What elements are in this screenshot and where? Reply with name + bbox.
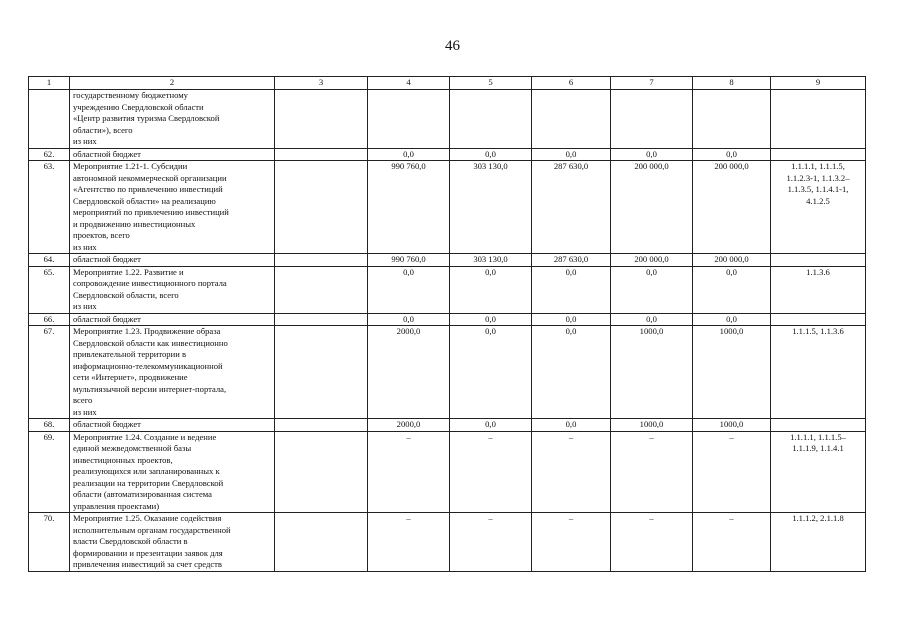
amount-year-3-cell: 200 000,0 [611,254,693,267]
row-number-cell: 68. [29,419,70,432]
column-number-header: 4 [368,77,450,90]
target-indicator-line: 1.1.1.5, 1.1.3.6 [792,326,844,336]
column-3-cell [275,326,368,419]
table-row [29,266,866,313]
amount-year-1-cell: 0,0 [450,326,532,419]
amount-year-4-cell: 0,0 [693,266,771,313]
amount-year-3-cell: 1000,0 [611,419,693,432]
column-number-header: 2 [70,77,275,90]
amount-year-3-cell: 0,0 [611,148,693,161]
amount-total-cell [368,90,450,149]
target-indicators-cell [771,254,866,267]
amount-year-2-cell: 0,0 [532,419,611,432]
description-cell [70,513,275,572]
amount-year-4-cell [693,90,771,149]
amount-year-2-cell: 287 630,0 [532,161,611,254]
description-line: области»), всего [73,124,133,135]
column-3-cell [275,313,368,326]
target-indicator-line: 1.1.3.5, 1.1.4.1-1, [787,184,849,194]
row-number-cell: 70. [29,513,70,572]
description-line: Свердловской области, всего [73,289,179,300]
description-cell [70,326,275,419]
amount-year-2-cell: – [532,513,611,572]
description-line: Мероприятие 1.22. Развитие и [73,266,184,277]
row-number-cell: 65. [29,266,70,313]
description-line: Мероприятие 1.21-1. Субсидии [73,161,188,171]
amount-year-3-cell: 1000,0 [611,326,693,419]
description-line: Мероприятие 1.23. Продвижение образа [73,326,221,336]
target-indicators-cell [771,431,866,513]
amount-year-1-cell: 0,0 [450,419,532,432]
column-number-header: 6 [532,77,611,90]
description-line: из них [73,241,97,252]
target-indicators-cell [771,419,866,432]
budget-table [28,76,866,572]
description-line: областной бюджет [73,419,141,429]
description-line: «Центр развития туризма Свердловской [73,113,220,123]
amount-year-4-cell: 1000,0 [693,419,771,432]
amount-year-1-cell: 0,0 [450,266,532,313]
table-row [29,161,866,254]
description-cell [70,161,275,254]
amount-year-4-cell: – [693,513,771,572]
amount-year-1-cell: – [450,431,532,513]
amount-year-4-cell: 0,0 [693,148,771,161]
description-line: из них [73,406,97,417]
amount-year-1-cell: 0,0 [450,313,532,326]
column-number-header: 3 [275,77,368,90]
description-line: учреждению Свердловской области [73,101,204,112]
row-number-cell: 66. [29,313,70,326]
description-cell [70,148,275,161]
amount-year-2-cell: 0,0 [532,326,611,419]
target-indicators-cell [771,326,866,419]
description-line: всего [73,395,93,405]
amount-year-3-cell: 0,0 [611,313,693,326]
table-row [29,513,866,572]
target-indicator-line: 1.1.1.1, 1.1.1.5, [791,161,845,171]
description-line: областной бюджет [73,148,141,159]
description-line: формировании и презентации заявок для [73,547,223,558]
column-number-header: 7 [611,77,693,90]
description-line: управления проектами) [73,500,160,511]
column-number-header: 5 [450,77,532,90]
description-line: государственному бюджетному [73,90,188,100]
amount-year-2-cell: – [532,431,611,513]
target-indicators-cell [771,313,866,326]
description-line: Свердловской области» на реализацию [73,195,216,206]
description-line: Мероприятие 1.25. Оказание содействия [73,513,222,523]
description-line: исполнительным органам государственной [73,524,231,535]
amount-year-4-cell: 0,0 [693,313,771,326]
amount-total-cell: 0,0 [368,266,450,313]
table-row [29,326,866,419]
description-line: из них [73,301,97,311]
amount-year-1-cell [450,90,532,149]
amount-year-3-cell: – [611,513,693,572]
description-line: Мероприятие 1.24. Создание и ведение [73,431,217,442]
amount-total-cell: 2000,0 [368,326,450,419]
description-line: области (автоматизированная система [73,489,212,499]
amount-year-3-cell: 200 000,0 [611,161,693,254]
description-line: и продвижению инвестиционных [73,218,196,229]
description-line: мультиязычной версии интернет-портала, [73,383,227,394]
description-line: проектов, всего [73,230,130,240]
amount-year-4-cell: 1000,0 [693,326,771,419]
amount-year-1-cell: 303 130,0 [450,161,532,254]
description-cell [70,266,275,313]
description-line: областной бюджет [73,254,141,264]
description-line: «Агентство по привлечению инвестиций [73,184,223,194]
column-3-cell [275,513,368,572]
amount-total-cell: – [368,513,450,572]
target-indicators-cell [771,161,866,254]
description-cell [70,90,275,149]
description-cell [70,254,275,267]
description-line: реализующихся или запланированных к [73,466,220,476]
column-3-cell [275,266,368,313]
description-line: автономной некоммерческой организации [73,172,227,183]
column-3-cell [275,90,368,149]
description-cell [70,431,275,513]
description-line: привлекательной территории в [73,349,187,359]
table-row [29,419,866,432]
column-number-header: 9 [771,77,866,90]
target-indicators-cell [771,90,866,149]
column-3-cell [275,148,368,161]
column-number-header: 1 [29,77,70,90]
table-row [29,431,866,513]
column-number-header-row [29,77,866,90]
amount-year-4-cell: – [693,431,771,513]
description-line: власти Свердловской области в [73,536,188,546]
target-indicator-line: 1.1.1.2, 2.1.1.8 [792,513,844,523]
target-indicators-cell [771,266,866,313]
row-number-cell: 69. [29,431,70,513]
amount-total-cell: 2000,0 [368,419,450,432]
description-line: единой межведомственной базы [73,443,192,453]
description-line: Свердловской области как инвестиционно [73,337,228,348]
amount-year-4-cell: 200 000,0 [693,161,771,254]
row-number-cell: 62. [29,148,70,161]
amount-year-1-cell: 0,0 [450,148,532,161]
target-indicator-line: 1.1.1.9, 1.1.4.1 [792,443,844,453]
amount-year-3-cell: 0,0 [611,266,693,313]
row-number-cell: 64. [29,254,70,267]
amount-year-2-cell: 0,0 [532,266,611,313]
column-3-cell [275,419,368,432]
amount-year-2-cell: 0,0 [532,313,611,326]
amount-total-cell: 990 760,0 [368,161,450,254]
target-indicators-cell [771,148,866,161]
description-line: инвестиционных проектов, [73,454,173,465]
amount-year-2-cell: 287 630,0 [532,254,611,267]
target-indicator-line: 1.1.2.3-1, 1.1.3.2– [786,172,850,183]
description-line: областной бюджет [73,313,141,324]
description-line: из них [73,136,97,146]
table-row [29,254,866,267]
amount-year-4-cell: 200 000,0 [693,254,771,267]
description-line: информационно-телекоммуникационной [73,360,223,371]
target-indicator-line: 1.1.1.1, 1.1.1.5– [790,431,846,442]
table-row [29,313,866,326]
amount-total-cell: 990 760,0 [368,254,450,267]
column-3-cell [275,161,368,254]
amount-year-3-cell: – [611,431,693,513]
description-line: реализации на территории Свердловской [73,477,224,488]
description-line: мероприятий по привлечению инвестиций [73,207,229,217]
column-number-header: 8 [693,77,771,90]
description-line: привлечения инвестиций за счет средств [73,559,222,569]
target-indicator-line: 4.1.2.5 [806,195,830,206]
row-number-cell: 63. [29,161,70,254]
column-3-cell [275,254,368,267]
row-number-cell: 67. [29,326,70,419]
amount-year-1-cell: – [450,513,532,572]
amount-total-cell: 0,0 [368,148,450,161]
amount-year-1-cell: 303 130,0 [450,254,532,267]
table-row [29,90,866,149]
target-indicators-cell [771,513,866,572]
table-row [29,148,866,161]
amount-year-3-cell [611,90,693,149]
description-line: сети «Интернет», продвижение [73,372,188,382]
page-number: 46 [445,38,460,54]
amount-total-cell: – [368,431,450,513]
target-indicator-line: 1.1.3.6 [806,266,830,277]
row-number-cell [29,90,70,149]
amount-year-2-cell [532,90,611,149]
description-cell [70,419,275,432]
column-3-cell [275,431,368,513]
description-cell [70,313,275,326]
description-line: сопровождение инвестиционного портала [73,278,227,288]
amount-total-cell: 0,0 [368,313,450,326]
amount-year-2-cell: 0,0 [532,148,611,161]
